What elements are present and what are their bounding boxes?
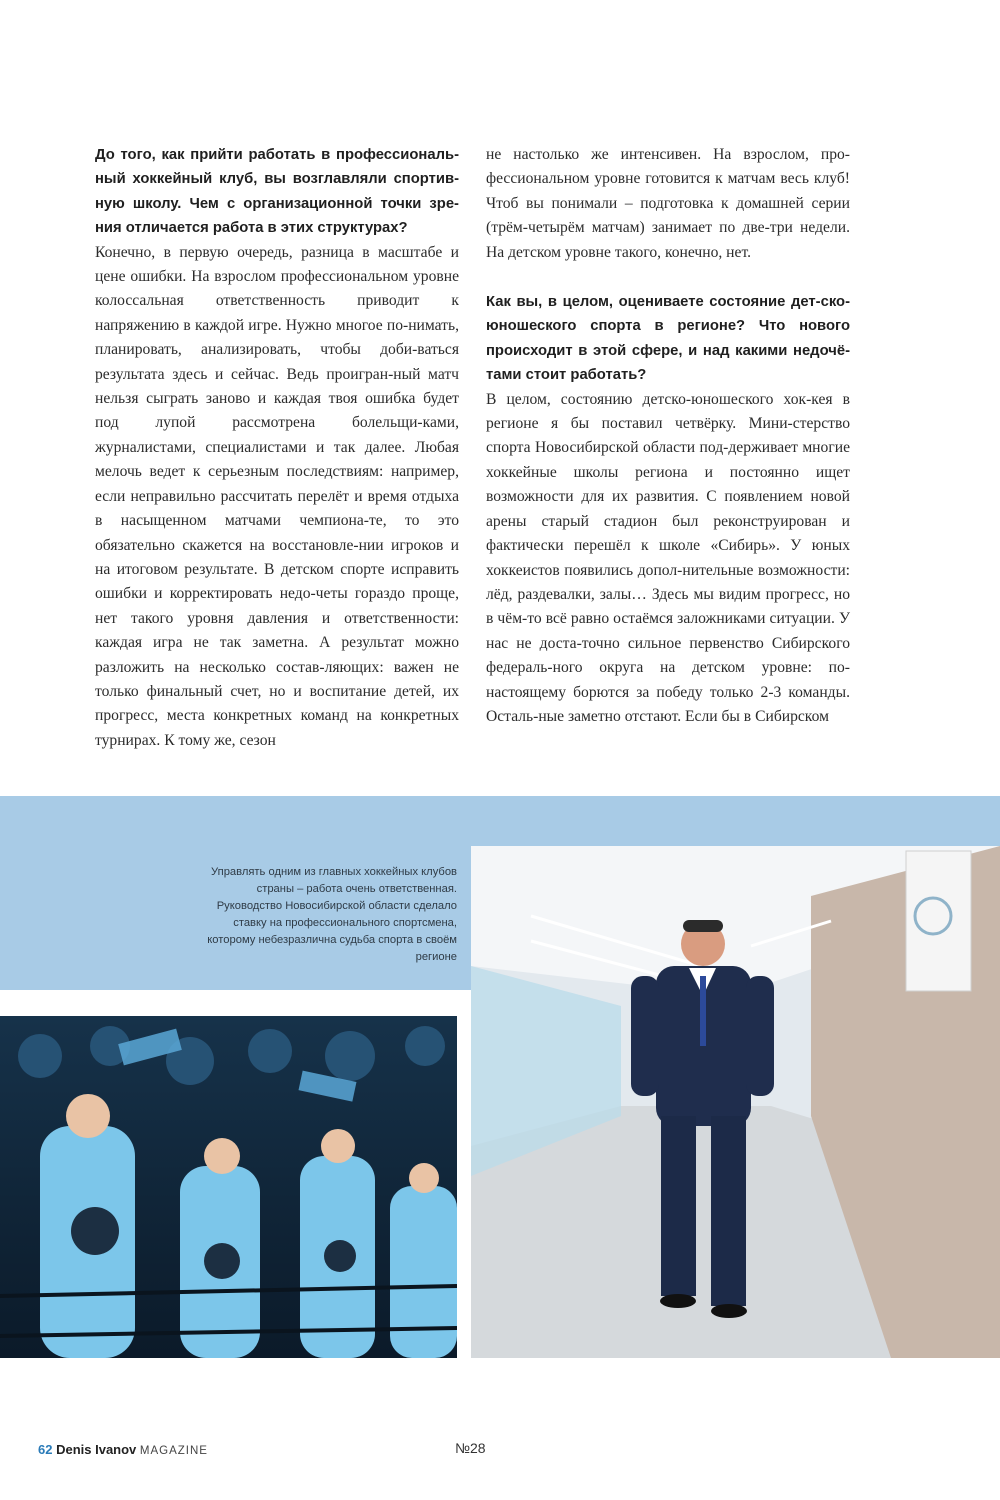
page-number: 62 — [38, 1442, 53, 1457]
right-column — [486, 143, 850, 729]
photo-caption: Управлять одним из главных хоккейных клубов страны – работа очень ответственная. Руководство Новосибирской области сделало ставку на профессионального спортсмена, которому небезразлична судьба спорта в своём регионе — [207, 866, 457, 963]
paragraph-gap — [486, 265, 850, 290]
interview-answer-1: Конечно, в первую очередь, разница в масштабе и цене ошибки. На взрослом профессиональном уровне колоссальная ответственность приводит к напряжению в каждой игре. Нужно многое по-нимать, планировать, анализировать, чтобы доби-ваться результата здесь и сейчас. Ведь проигран-ный матч нельзя сыграть заново и каждая твоя ошибка будет под лупой рассмотрена болельщи-ками, журналистами, специалистами и так далее. Любая мелочь ведет к серьезным последствиям: например, если неправильно рассчитать перелёт и время отдыха в насыщенном матчами чемпиона-те, то это обязательно скажется на восстановле-нии игроков и на итоговом результате. В детском спорте исправить ошибки и корректировать недо-четы гораздо проще, нет такого уровня давления и ответственности: каждая игра не так заметна. А результат можно разложить на несколько состав-ляющих: важен не только финальный счет, но и воспитание детей, их прогресс, места конкретных команд на конкретных турнирах. К тому же, сезон — [95, 243, 459, 749]
issue-number: №28 — [455, 1440, 486, 1456]
corridor-photo — [471, 846, 1000, 1358]
magazine-word: MAGAZINE — [139, 1445, 208, 1457]
magazine-brand: Denis Ivanov — [56, 1442, 137, 1457]
interview-answer-1-continuation: не настолько же интенсивен. На взрослом, про-фессиональном уровне готовится к матчам весь клуб! Чтоб вы понимали – подготовка к домашней серии (трём-четырём матчам) занимает по две-три недели. На детском уровне такого, конечно, нет. — [486, 146, 850, 261]
left-column — [95, 143, 459, 753]
fans-photo — [0, 1016, 457, 1358]
interview-question-1: До того, как прийти работать в профессиональ-ный хоккейный клуб, вы возглавляли спортив-ную школу. Чем с организационной точки зре-ния отличается работа в этих структурах? — [95, 147, 459, 237]
fans-photo-image — [0, 1016, 457, 1358]
interview-answer-2: В целом, состоянию детско-юношеского хок-кея в регионе я бы поставил четвёрку. Мини-стерство спорта Новосибирской области под-держивает многие хоккейные школы региона и постоянно ищет возможности для их развития. С появлением новой арены старый стадион был реконструирован и фактически перешёл к школе «Сибирь». У юных хоккеистов появились допол-нительные возможности: лёд, раздевалки, залы… Здесь мы видим прогресс, но в чём-то всё равно остаёмся заложниками ситуации. У нас не доста-точно сильное первенство Сибирского федераль-ного округа на детском уровне: по-настоящему борются за победу только 2-3 команды. Осталь-ные заметно отстают. Если бы в Сибирском — [486, 390, 850, 725]
footer-brand — [38, 1442, 208, 1457]
corridor-photo-image — [471, 846, 1000, 1358]
interview-question-2: Как вы, в целом, оцениваете состояние дет-ско-юношеского спорта в регионе? Что нового происходит в этой сфере, и над какими недочё-тами стоит работать? — [486, 294, 850, 384]
